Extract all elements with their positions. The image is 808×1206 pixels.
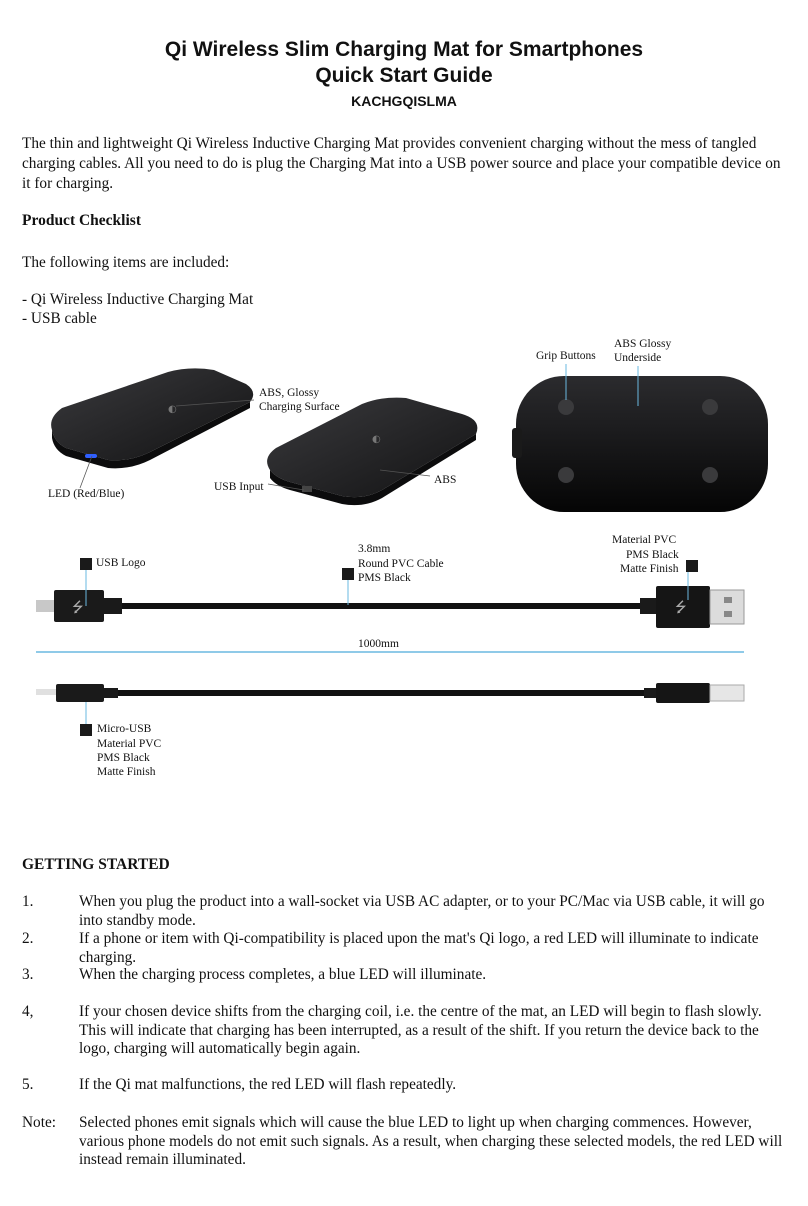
swatch-material [686,560,698,572]
label-abs: ABS [434,474,457,486]
step-text: If your chosen device shifts from the charging coil, i.e. the centre of the mat, an LED will begin to flash slowly. This will indicate that charging has been interrupted, as a result of the shift. If you return the device back to the logo, charging will automatically begin again. [79,1003,762,1057]
label-micro-2: Material PVC [97,738,162,750]
step-number: 1. [22,893,34,910]
svg-text:◐: ◐ [372,434,381,445]
step-text: If a phone or item with Qi-compatibility is placed upon the mat's Qi logo, a red LED will illuminate to indicate charging. [79,930,759,966]
charging-mat-underside [512,376,768,512]
label-micro-4: Matte Finish [97,766,156,778]
charging-mat-front-view [51,368,253,468]
model-number: KACHGQISLMA [351,93,457,109]
label-usb-input: USB Input [214,481,264,493]
step-text: When you plug the product into a wall-socket via USB AC adapter, or to your PC/Mac via USB cable, it will go into standby mode. [79,893,765,929]
label-underside-1: ABS Glossy [614,338,672,350]
svg-text:◐: ◐ [168,404,177,415]
label-charging-surface-2: Charging Surface [259,401,340,413]
document-title: Qi Wireless Slim Charging Mat for Smartphones [164,38,644,61]
label-micro-1: Micro-USB [97,723,152,735]
grip-button [702,399,718,415]
usb-logo-icon: ⭍ [675,600,687,616]
label-length: 1000mm [358,638,399,650]
grip-button [558,399,574,415]
usb-input-port [302,486,312,492]
usb-cable-top-view [36,586,744,628]
step-number: 4, [22,1003,34,1020]
usb-cable-side-view [36,683,744,703]
label-micro-3: PMS Black [97,752,150,764]
label-cable-1: 3.8mm [358,543,391,555]
step-number: 5. [22,1076,34,1093]
grip-button [702,467,718,483]
label-material-2: PMS Black [626,549,679,561]
document-subtitle: Quick Start Guide [315,64,493,87]
checklist-heading: Product Checklist [22,212,141,229]
label-underside-2: Underside [614,352,662,364]
label-grip-buttons: Grip Buttons [536,350,596,362]
swatch-usb-logo [80,558,92,570]
step-number: 2. [22,930,34,947]
checklist-item-mat: - Qi Wireless Inductive Charging Mat [22,291,254,308]
getting-started-heading: GETTING STARTED [22,856,170,873]
label-charging-surface-1: ABS, Glossy [259,387,320,399]
label-cable-2: Round PVC Cable [358,558,444,570]
label-led: LED (Red/Blue) [48,488,125,500]
swatch-cable [342,568,354,580]
product-diagram [0,330,808,790]
step-text: When the charging process completes, a blue LED will illuminate. [79,966,487,983]
note-text: Selected phones emit signals which will cause the blue LED to light up when charging commences. However, various phone models do not emit such signals. As a result, when charging these selected models, the red LED will instead remain illuminated. [79,1114,783,1168]
step-number: 3. [22,966,34,983]
grip-button [558,467,574,483]
checklist-item-cable: - USB cable [22,310,97,327]
label-usb-logo: USB Logo [96,557,146,569]
swatch-micro-usb [80,724,92,736]
label-cable-3: PMS Black [358,572,411,584]
checklist-lead: The following items are included: [22,254,230,271]
intro-paragraph: The thin and lightweight Qi Wireless Inductive Charging Mat provides convenient charging without the mess of tangled charging cables. All you need to do is plug the Charging Mat into a USB power source and place your compatible device on it for charging. [22,135,781,192]
led-indicator [85,454,97,458]
label-material-3: Matte Finish [620,563,679,575]
note-label: Note: [22,1114,56,1131]
step-text: If the Qi mat malfunctions, the red LED will flash repeatedly. [79,1076,457,1093]
usb-logo-icon: ⭍ [72,600,84,616]
label-material-1: Material PVC [612,534,677,546]
